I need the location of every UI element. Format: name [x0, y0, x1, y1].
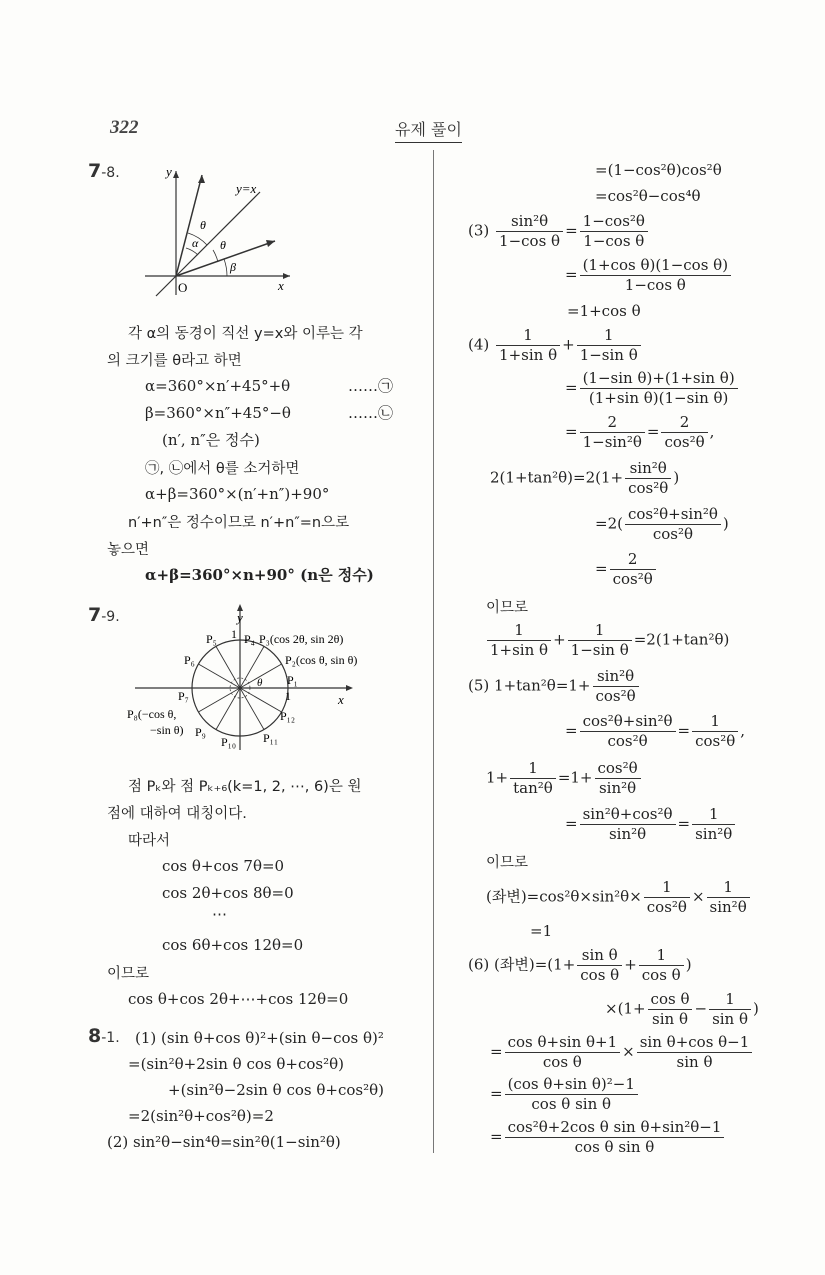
- alpha-label: α: [192, 236, 199, 250]
- equation-line: = $\frac{\text{cos²θ+sin²θ}}{\text{cos²θ}}$ = $\frac{1}{\text{cos²θ}}$ ,: [565, 712, 746, 750]
- equation-line: =2( $\frac{\text{cos²θ+sin²θ}}{\text{cos²θ}}$ ): [595, 505, 729, 543]
- problem-7-8-label: 7-8.: [88, 160, 120, 182]
- equation-line: =cos²θ−cos⁴θ: [595, 187, 701, 205]
- text-line: 각 α의 동경이 직선 y=x와 이루는 각: [128, 326, 363, 342]
- x-axis-label: x: [278, 278, 284, 293]
- y-axis-label: y: [166, 165, 172, 179]
- text-line: 점에 대하여 대칭이다.: [107, 806, 247, 822]
- text-line: 의 크기를 θ라고 하면: [107, 353, 242, 369]
- equation-line: =(1−cos²θ)cos²θ: [595, 161, 722, 179]
- equation-line: = $\frac{2}{\text{1−sin²θ}}$ = $\frac{2}{\text{cos²θ}}$ ,: [565, 413, 715, 451]
- line-y-eq-x-label: y=x: [236, 181, 257, 196]
- equation-line: 2(1+tan²θ)=2(1+ $\frac{\text{sin²θ}}{\text{cos²θ}}$ ): [490, 459, 680, 497]
- equation-line: ×(1+ $\frac{\text{cos θ}}{\text{sin θ}}$ − $\frac{1}{\text{sin θ}}$ ): [605, 990, 759, 1028]
- page-number: 322: [110, 117, 139, 138]
- equation-line: cos θ+cos 7θ=0: [162, 857, 285, 875]
- equation-line: = $\frac{\text{(1+cos θ)(1−cos θ)}}{\text{1−cos θ}}$: [565, 256, 733, 295]
- theta-label-1: θ: [200, 218, 206, 232]
- equation-line: =2(sin²θ+cos²θ)=2: [128, 1107, 274, 1125]
- problem-8-1-label: 8-1.: [88, 1025, 120, 1047]
- equation-line: = $\frac{\text{sin²θ+cos²θ}}{\text{sin²θ}}$ = $\frac{1}{\text{sin²θ}}$: [565, 805, 737, 844]
- point-p8-coords: −sin θ): [150, 723, 184, 737]
- column-divider: [433, 150, 434, 1153]
- beta-label: β: [230, 260, 236, 274]
- text-line: 이므로: [486, 855, 529, 871]
- ellipsis: ⋯: [212, 905, 227, 923]
- text-line: 따라서: [128, 833, 171, 849]
- equation-line: +(sin²θ−2sin θ cos θ+cos²θ): [168, 1081, 384, 1099]
- result-line: α+β=360°×n+90° (n은 정수): [145, 566, 374, 584]
- equation-line: =1+cos θ: [567, 302, 641, 320]
- problem-6: (6) (좌변)=(1+ $\frac{\text{sin θ}}{\text{cos θ}}$ + $\frac{1}{\text{cos θ}}$ ): [468, 946, 692, 984]
- text-line: 이므로: [486, 600, 529, 616]
- equation-line: = $\frac{2}{\text{cos²θ}}$: [595, 550, 658, 589]
- origin-label: O: [178, 280, 188, 295]
- equation-line: = $\frac{\text{cos²θ+2cos θ sin θ+sin²θ−1}}{\text{cos θ sin θ}}$: [490, 1118, 726, 1157]
- theta-label-2: θ: [220, 238, 226, 252]
- equation-line: β=360°×n″+45°−θ: [145, 404, 291, 422]
- equation-line: $\frac{1}{\text{1+sin θ}}$ + $\frac{1}{\text{1−sin θ}}$ =2(1+tan²θ): [485, 621, 729, 660]
- y-axis-label: y: [237, 610, 243, 625]
- point-p3: P₃(cos 2θ, sin 2θ): [259, 632, 344, 646]
- text-line: 놓으면: [107, 542, 150, 558]
- equation-line: cos 2θ+cos 8θ=0: [162, 884, 294, 902]
- point-p8: P₈(−cos θ,: [127, 707, 177, 721]
- text-line: ㉠, ㉡에서 θ를 소거하면: [145, 461, 300, 477]
- equation-line: = $\frac{\text{(cos θ+sin θ)²−1}}{\text{cos θ sin θ}}$: [490, 1075, 640, 1114]
- equation-line: (2) sin²θ−sin⁴θ=sin²θ(1−sin²θ): [107, 1133, 341, 1151]
- point-p7: P₇: [178, 689, 189, 703]
- one-top-label: 1: [231, 627, 237, 641]
- point-p9: P₉: [195, 725, 206, 739]
- equation-line: α+β=360°×(n′+n″)+90°: [145, 485, 330, 503]
- x-axis-label: x: [338, 692, 344, 707]
- point-p5: P₅: [206, 632, 217, 646]
- text-line: 이므로: [107, 966, 150, 982]
- equation-line: α=360°×n′+45°+θ: [145, 377, 291, 395]
- page-title: 유제 풀이: [395, 117, 462, 143]
- problem-5: (5) 1+tan²θ=1+ $\frac{\text{sin²θ}}{\text{cos²θ}}$: [468, 667, 641, 706]
- unit-circle-diagram: [125, 600, 390, 755]
- equation-mark: ……㉡: [348, 404, 394, 422]
- theta-label: θ: [257, 677, 263, 689]
- equation-line: = $\frac{\text{(1−sin θ)+(1+sin θ)}}{\text{(1+sin θ)(1−sin θ)}}$: [565, 369, 740, 408]
- one-right-label: 1: [285, 689, 291, 703]
- problem-7-9-label: 7-9.: [88, 604, 120, 626]
- equation-line: 1+ $\frac{1}{\text{tan²θ}}$ =1+ $\frac{\text{cos²θ}}{\text{sin²θ}}$: [486, 759, 643, 798]
- problem-3: (3) $\frac{\text{sin²θ}}{\text{1−cos θ}}$ = $\frac{\text{1−cos²θ}}{\text{1−cos θ}}$: [468, 212, 650, 251]
- point-p1: P₁: [287, 673, 298, 687]
- text-line: n′+n″은 정수이므로 n′+n″=n으로: [128, 515, 350, 531]
- equation-line: = $\frac{\text{cos θ+sin θ+1}}{\text{cos θ}}$ × $\frac{\text{sin θ+cos θ−1}}{\text{sin θ}}$: [490, 1033, 754, 1072]
- equation-line: (좌변)=cos²θ×sin²θ× $\frac{1}{\text{cos²θ}}$ × $\frac{1}{\text{sin²θ}}$: [486, 878, 752, 917]
- equation-line: (n′, n″은 정수): [162, 431, 260, 449]
- result-line: cos θ+cos 2θ+⋯+cos 12θ=0: [128, 990, 349, 1008]
- point-p4: P₄: [244, 632, 255, 646]
- equation-mark: ……㉠: [348, 377, 394, 395]
- equation-line: cos 6θ+cos 12θ=0: [162, 936, 304, 954]
- angle-diagram: [140, 165, 300, 300]
- equation-line: (1) (sin θ+cos θ)²+(sin θ−cos θ)²: [135, 1029, 384, 1047]
- equation-line: =1: [530, 922, 553, 940]
- point-p2: P₂(cos θ, sin θ): [285, 653, 358, 667]
- point-p12: P₁₂: [280, 709, 296, 723]
- point-p11: P₁₁: [263, 731, 279, 745]
- point-p6: P₆: [184, 653, 195, 667]
- problem-4: (4) $\frac{1}{\text{1+sin θ}}$ + $\frac{1}{\text{1−sin θ}}$: [468, 326, 643, 365]
- point-p10: P₁₀: [221, 735, 237, 749]
- equation-line: =(sin²θ+2sin θ cos θ+cos²θ): [128, 1055, 344, 1073]
- text-line: 점 Pₖ와 점 Pₖ₊₆(k=1, 2, ⋯, 6)은 원: [128, 779, 362, 795]
